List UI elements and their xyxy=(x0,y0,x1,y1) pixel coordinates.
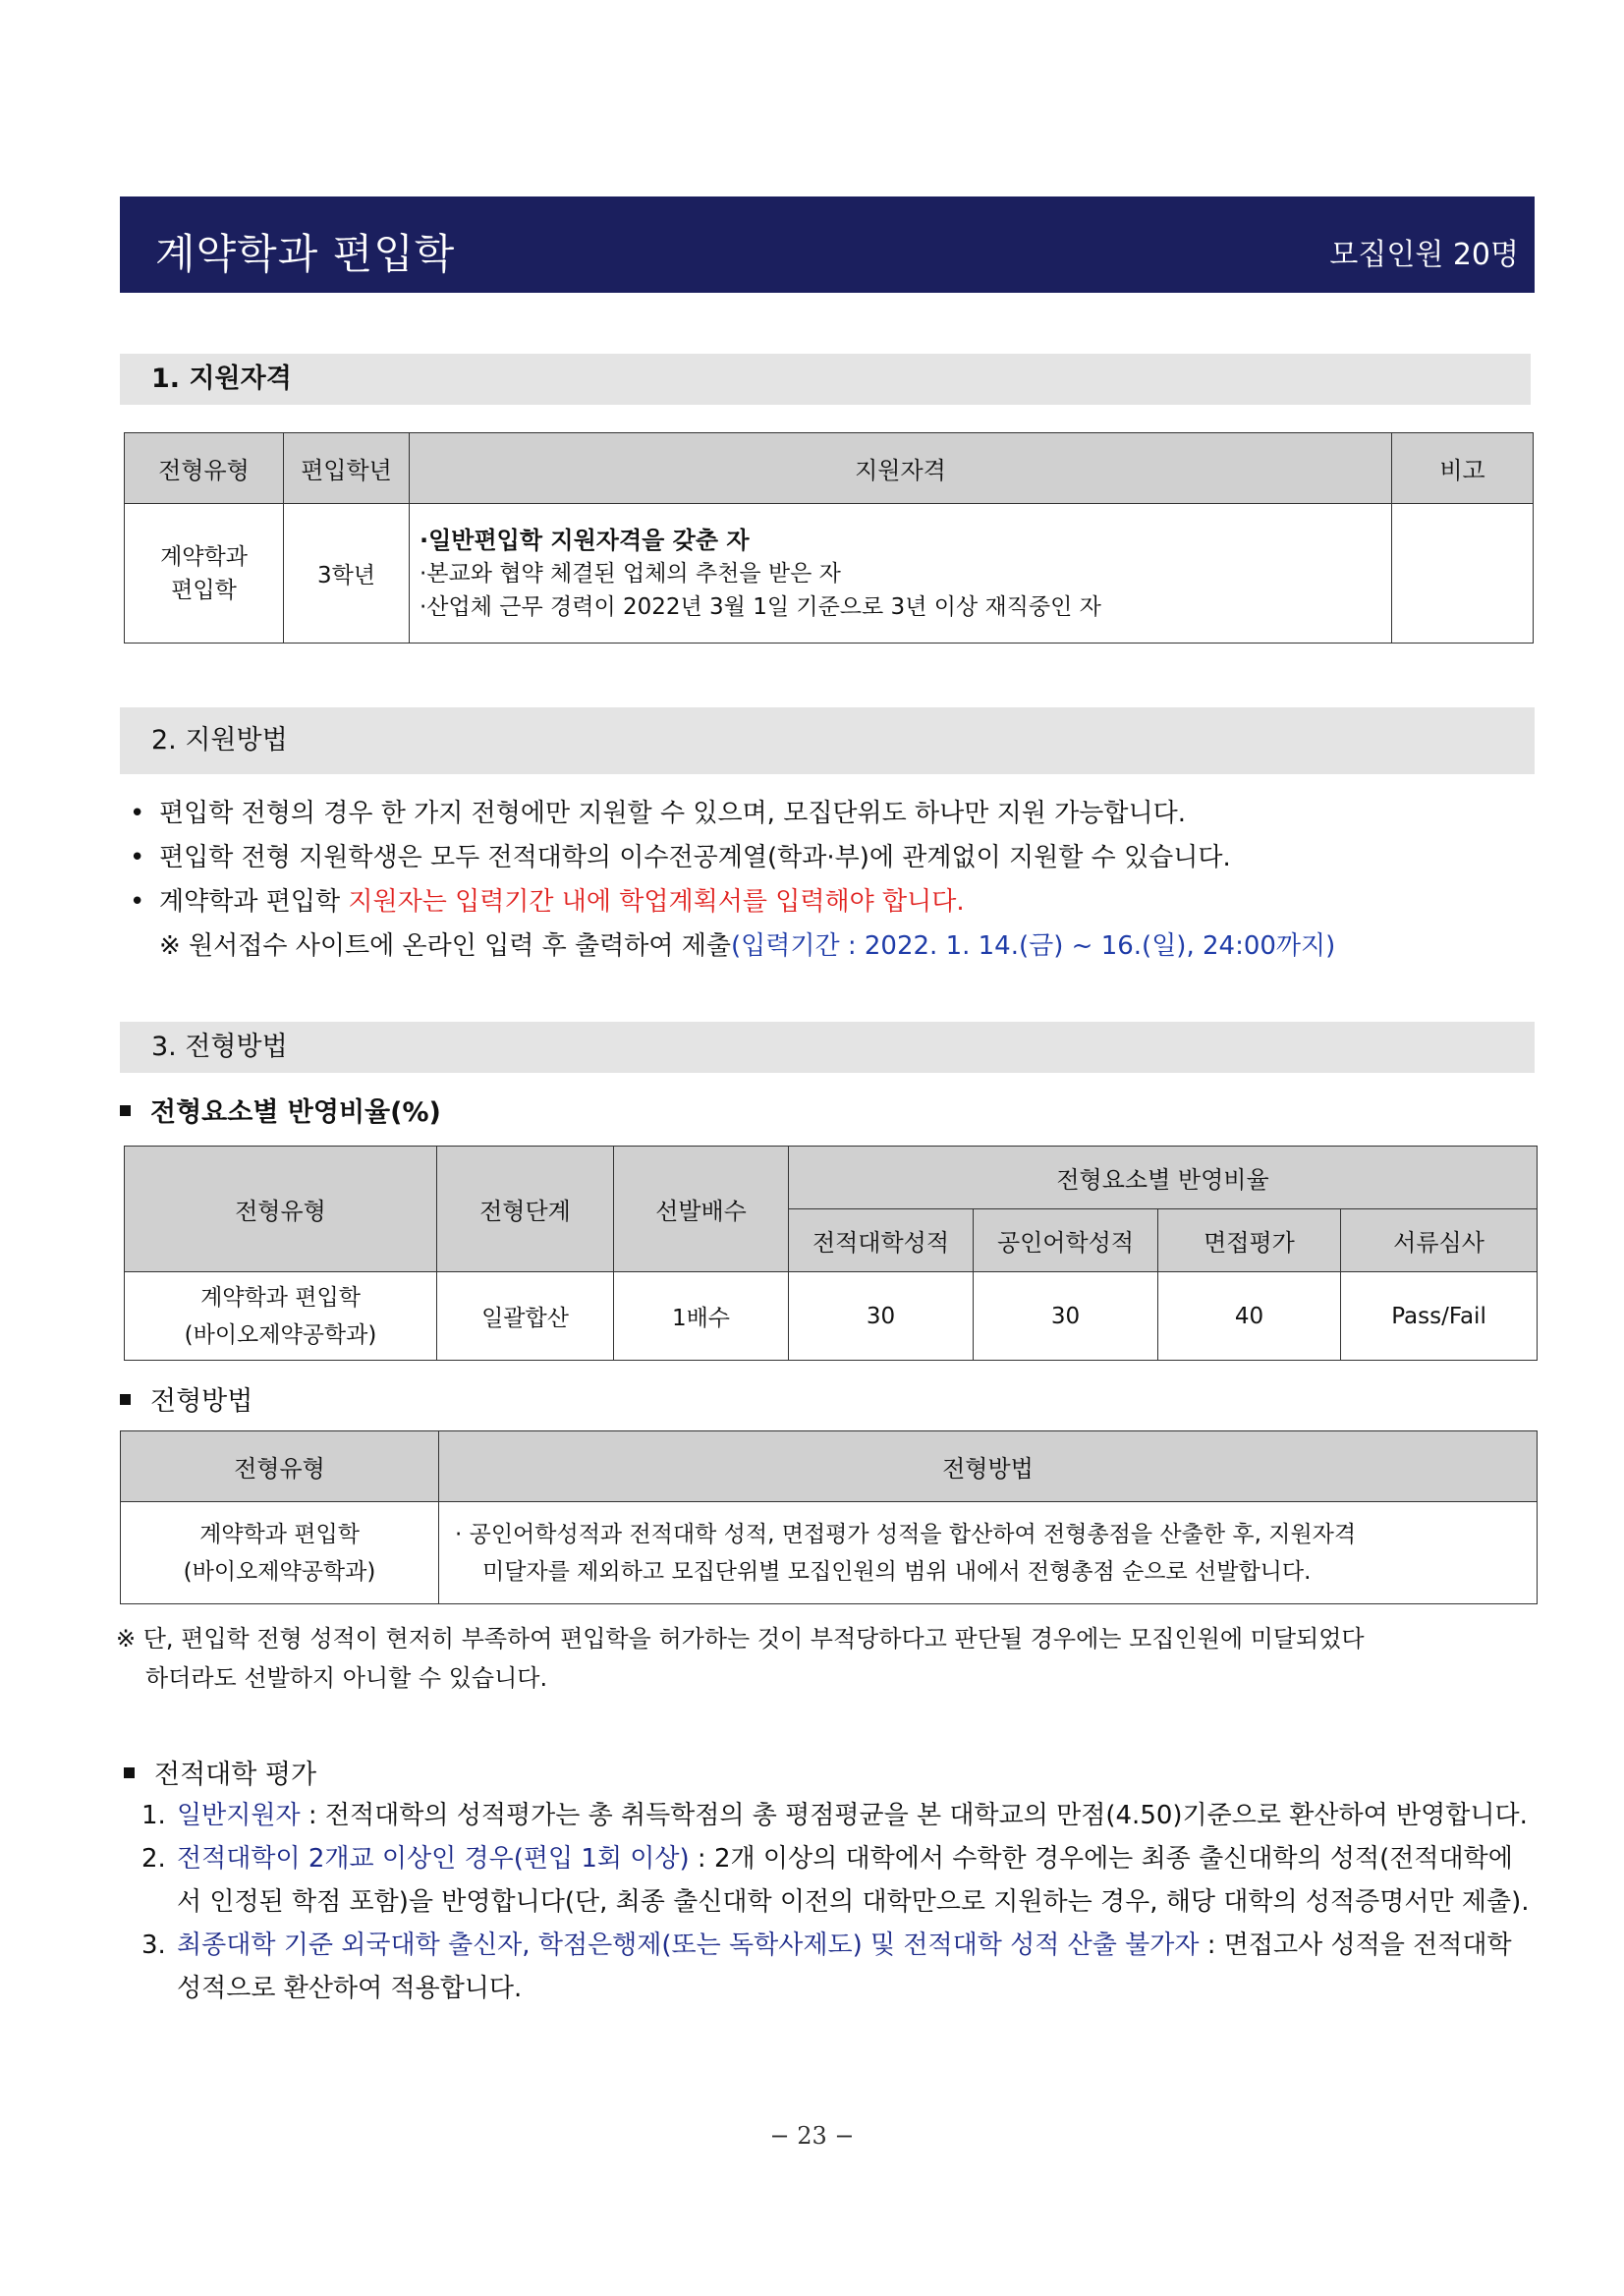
bullet-text-highlight: 지원자는 입력기간 내에 학업계획서를 입력해야 합니다. xyxy=(348,887,965,917)
qual-type-line2: 편입학 xyxy=(171,577,237,603)
ratio-type-line2: (바이오제약공학과) xyxy=(184,1321,377,1348)
ratio-header-element: 공인어학성적 xyxy=(974,1209,1158,1272)
ratio-value-cell: 40 xyxy=(1158,1272,1341,1361)
note-text: ※ 원서접수 사이트에 온라인 입력 후 출력하여 제출 xyxy=(159,931,731,961)
eval-heading-text: 전적대학 평가 xyxy=(154,1760,317,1790)
qual-type-line1: 계약학과 xyxy=(160,543,248,570)
method-heading-text: 전형방법 xyxy=(150,1386,253,1417)
bullet-text: 계약학과 편입학 xyxy=(159,887,349,917)
item-number: 3. xyxy=(141,1931,166,1960)
ratio-value-cell: 30 xyxy=(974,1272,1158,1361)
method-type-line1: 계약학과 편입학 xyxy=(199,1521,360,1547)
ratio-header-element: 면접평가 xyxy=(1158,1209,1341,1272)
item-label: 최종대학 기준 외국대학 출신자, 학점은행제(또는 독학사제도) 및 전적대학 성적 산출 불가자 xyxy=(177,1931,1200,1960)
qual-item: ·산업체 근무 경력이 2022년 3월 1일 기준으로 3년 이상 재직중인 자 xyxy=(420,593,1101,620)
bullet-icon: • xyxy=(130,843,145,872)
ratio-table xyxy=(124,1146,1538,1361)
ratio-value-cell: Pass/Fail xyxy=(1341,1272,1538,1361)
list-item xyxy=(141,1837,1535,1924)
ratio-heading xyxy=(120,1091,441,1129)
qual-item: ·일반편입학 지원자격을 갖춘 자 xyxy=(420,526,750,554)
ratio-type-line1: 계약학과 편입학 xyxy=(200,1284,361,1311)
ratio-header-element: 서류심사 xyxy=(1341,1209,1538,1272)
bullet-text: 편입학 전형 지원학생은 모두 전적대학의 이수전공계열(학과·부)에 관계없이 지원할 수 있습니다. xyxy=(159,843,1231,872)
ratio-header-stage: 전형단계 xyxy=(437,1147,614,1272)
bullet-icon: • xyxy=(130,887,145,917)
section-2-title: 2. 지원방법 xyxy=(151,725,288,756)
square-bullet-icon xyxy=(120,1394,131,1405)
section-2-header xyxy=(120,707,1535,774)
application-method-list xyxy=(130,792,1335,969)
qual-grade-cell: 3학년 xyxy=(284,504,410,644)
method-type-line2: (바이오제약공학과) xyxy=(183,1558,376,1585)
quota-label: 모집인원 20명 xyxy=(1329,238,1519,272)
list-item xyxy=(130,836,1335,880)
ratio-stage-cell: 일괄합산 xyxy=(437,1272,614,1361)
method-description-cell xyxy=(439,1502,1538,1604)
item-number: 2. xyxy=(141,1844,166,1874)
list-item xyxy=(130,880,1335,924)
bullet-text: 편입학 전형의 경우 한 가지 전형에만 지원할 수 있으며, 모집단위도 하나만 지원 가능합니다. xyxy=(159,799,1186,828)
method-header-type: 전형유형 xyxy=(121,1431,439,1502)
list-item xyxy=(141,1924,1535,2010)
list-item xyxy=(141,1794,1535,1837)
qual-header-qualification: 지원자격 xyxy=(410,433,1392,504)
qual-type-cell xyxy=(125,504,284,644)
ratio-header-multiplier: 선발배수 xyxy=(614,1147,789,1272)
method-header-method: 전형방법 xyxy=(439,1431,1538,1502)
section-3-title: 3. 전형방법 xyxy=(151,1032,288,1062)
qualification-table xyxy=(124,432,1534,644)
section-3-header xyxy=(120,1022,1535,1073)
qual-header-grade: 편입학년 xyxy=(284,433,410,504)
ratio-header-element: 전적대학성적 xyxy=(789,1209,974,1272)
submission-note xyxy=(130,924,1335,969)
qual-list-cell xyxy=(410,504,1392,644)
ratio-header-group: 전형요소별 반영비율 xyxy=(789,1147,1538,1209)
ratio-type-cell xyxy=(125,1272,437,1361)
square-bullet-icon xyxy=(120,1105,131,1116)
ratio-value-cell: 30 xyxy=(789,1272,974,1361)
page-title: 계약학과 편입학 xyxy=(155,230,456,278)
method-type-cell xyxy=(121,1502,439,1604)
item-text: : 면접고사 성적을 전적대학 성적으로 환산하여 적용합니다. xyxy=(177,1931,1512,2003)
qual-header-type: 전형유형 xyxy=(125,433,284,504)
method-line: · 공인어학성적과 전적대학 성적, 면접평가 성적을 합산하여 전형총점을 산출한 후, 지원자격 xyxy=(455,1521,1357,1547)
method-heading xyxy=(120,1379,252,1418)
qual-item: ·본교와 협약 체결된 업체의 추천을 받은 자 xyxy=(420,560,841,587)
selection-note xyxy=(116,1619,1365,1698)
section-1-title: 1. 지원자격 xyxy=(151,364,292,394)
item-text: : 전적대학의 성적평가는 총 취득학점의 총 평점평균을 본 대학교의 만점(4.50)기준으로 환산하여 반영합니다. xyxy=(300,1801,1528,1830)
list-item xyxy=(130,792,1335,836)
method-table xyxy=(120,1430,1538,1604)
method-line: 미달자를 제외하고 모집단위별 모집인원의 범위 내에서 전형총점 순으로 선발합니다. xyxy=(482,1558,1312,1585)
item-text: : 2개 이상의 대학에서 수학한 경우에는 최종 출신대학의 성적(전적대학에서 인정된 학점 포함)을 반영합니다(단, 최종 출신대학 이전의 대학만으로 지원하는 경우, 해당 대학의 성적증명서만 제출). xyxy=(177,1844,1530,1917)
item-label: 일반지원자 xyxy=(177,1801,301,1830)
item-label: 전적대학이 2개교 이상인 경우(편입 1회 이상) xyxy=(177,1844,690,1874)
page-number: − 23 − xyxy=(769,2122,855,2150)
bullet-icon: • xyxy=(130,799,145,828)
eval-heading xyxy=(124,1753,316,1791)
title-banner xyxy=(120,196,1535,293)
square-bullet-icon xyxy=(124,1767,135,1778)
input-period-text: (입력기간 : 2022. 1. 14.(금) ~ 16.(일), 24:00까지) xyxy=(730,931,1336,961)
ratio-heading-text: 전형요소별 반영비율(%) xyxy=(150,1097,441,1128)
ratio-header-type: 전형유형 xyxy=(125,1147,437,1272)
qual-header-remark: 비고 xyxy=(1392,433,1534,504)
eval-list xyxy=(141,1794,1535,2010)
item-number: 1. xyxy=(141,1801,166,1830)
section-1-header xyxy=(120,354,1531,405)
note-line: ※ 단, 편입학 전형 성적이 현저히 부족하여 편입학을 허가하는 것이 부적당하다고 판단될 경우에는 모집인원에 미달되었다 xyxy=(116,1625,1365,1652)
ratio-multiplier-cell: 1배수 xyxy=(614,1272,789,1361)
qual-remark-cell xyxy=(1392,504,1534,644)
note-line: 하더라도 선발하지 아니할 수 있습니다. xyxy=(145,1664,548,1692)
